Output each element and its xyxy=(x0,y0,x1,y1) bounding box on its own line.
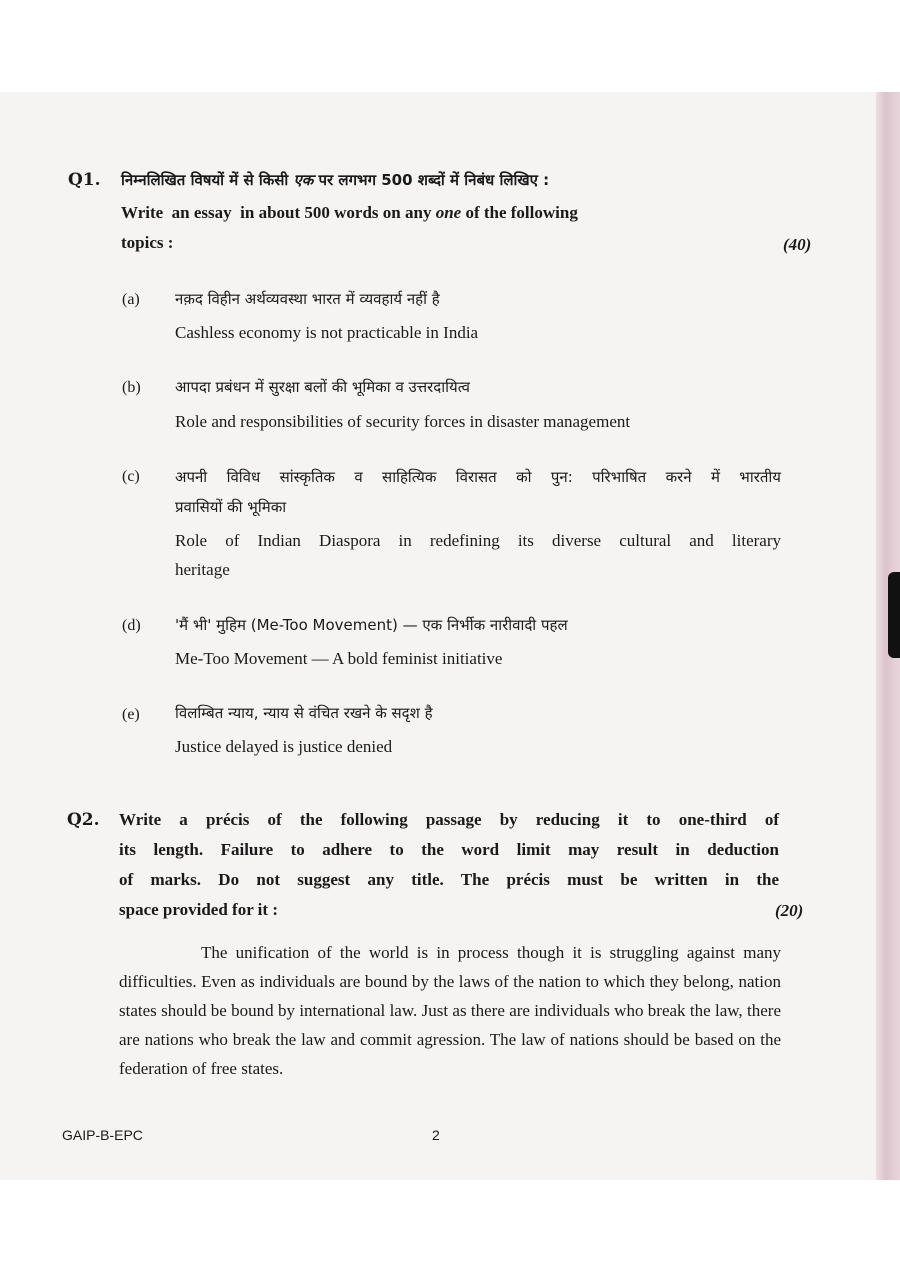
q2-instruction-line3: of marks. Do not suggest any title. The précis must be written in the xyxy=(119,870,779,889)
precis-passage: The unification of the world is in process though it is struggling against many difficulties. Even as individuals are bound by the laws of the nation to which they belong, nation states should be bound by international law. Just as there are individuals who break the law, there are nations who break the law and commit agression. The law of nations should be based on the federation of free states. xyxy=(119,943,781,1078)
q1-hindi-emphasis: एक xyxy=(293,171,314,189)
q2-instruction-line1: Write a précis of the following passage by reducing it to one-third of xyxy=(119,810,779,829)
option-b-hindi: आपदा प्रबंधन में सुरक्षा बलों की भूमिका व उत्तरदायित्व xyxy=(175,378,471,396)
q2-marks: (20) xyxy=(775,901,804,920)
q1-hindi-instruction xyxy=(121,170,549,190)
option-d-label: (d) xyxy=(122,617,141,634)
option-e-label: (e) xyxy=(122,706,140,723)
q1-marks: (40) xyxy=(783,235,812,254)
q1-hindi-post: पर लगभग 500 शब्दों में निबंध लिखिए : xyxy=(313,171,550,189)
q2-instruction-line2: its length. Failure to adhere to the word limit may result in deduction xyxy=(119,840,779,859)
q1-english-post: of the following xyxy=(461,203,578,222)
option-c-hindi-line2: प्रवासियों की भूमिका xyxy=(175,498,287,516)
q2-number: Q2. xyxy=(67,810,100,830)
option-d-english: Me-Too Movement — A bold feminist initiative xyxy=(175,649,503,668)
q1-english-instruction-line2: topics : xyxy=(121,233,174,252)
q1-english-emphasis: one xyxy=(435,203,462,222)
q1-english-instruction xyxy=(121,203,578,223)
option-e-hindi: विलम्बित न्याय, न्याय से वंचित रखने के सदृश है xyxy=(175,704,433,722)
q1-number: Q1. xyxy=(68,170,101,190)
q2-instruction-line4: space provided for it : xyxy=(119,900,278,919)
q1-english-pre: Write an essay in about 500 words on any xyxy=(121,203,436,222)
option-c-english-line2: heritage xyxy=(175,560,230,579)
option-c-hindi-line1: अपनी विविध सांस्कृतिक व साहित्यिक विरासत को पुन: परिभाषित करने में भारतीय xyxy=(175,468,781,486)
option-c-label: (c) xyxy=(122,468,140,485)
option-b-label: (b) xyxy=(122,379,141,396)
q1-hindi-pre: निम्नलिखित विषयों में से किसी xyxy=(121,171,294,189)
binder-tab-mark xyxy=(888,572,900,658)
option-a-english: Cashless economy is not practicable in India xyxy=(175,323,479,342)
option-a-hindi: नक़द विहीन अर्थव्यवस्था भारत में व्यवहार्य नहीं है xyxy=(175,290,440,308)
option-e-english: Justice delayed is justice denied xyxy=(175,737,393,756)
option-a-label: (a) xyxy=(122,291,140,308)
paper-code: GAIP-B-EPC xyxy=(62,1127,143,1143)
option-b-english: Role and responsibilities of security forces in disaster management xyxy=(175,412,631,431)
option-d-hindi: 'मैं भी' मुहिम (Me-Too Movement) — एक निर्भीक नारीवादी पहल xyxy=(175,616,568,634)
option-c-english-line1: Role of Indian Diaspora in redefining its diverse cultural and literary xyxy=(175,531,781,550)
page-number: 2 xyxy=(432,1127,440,1143)
